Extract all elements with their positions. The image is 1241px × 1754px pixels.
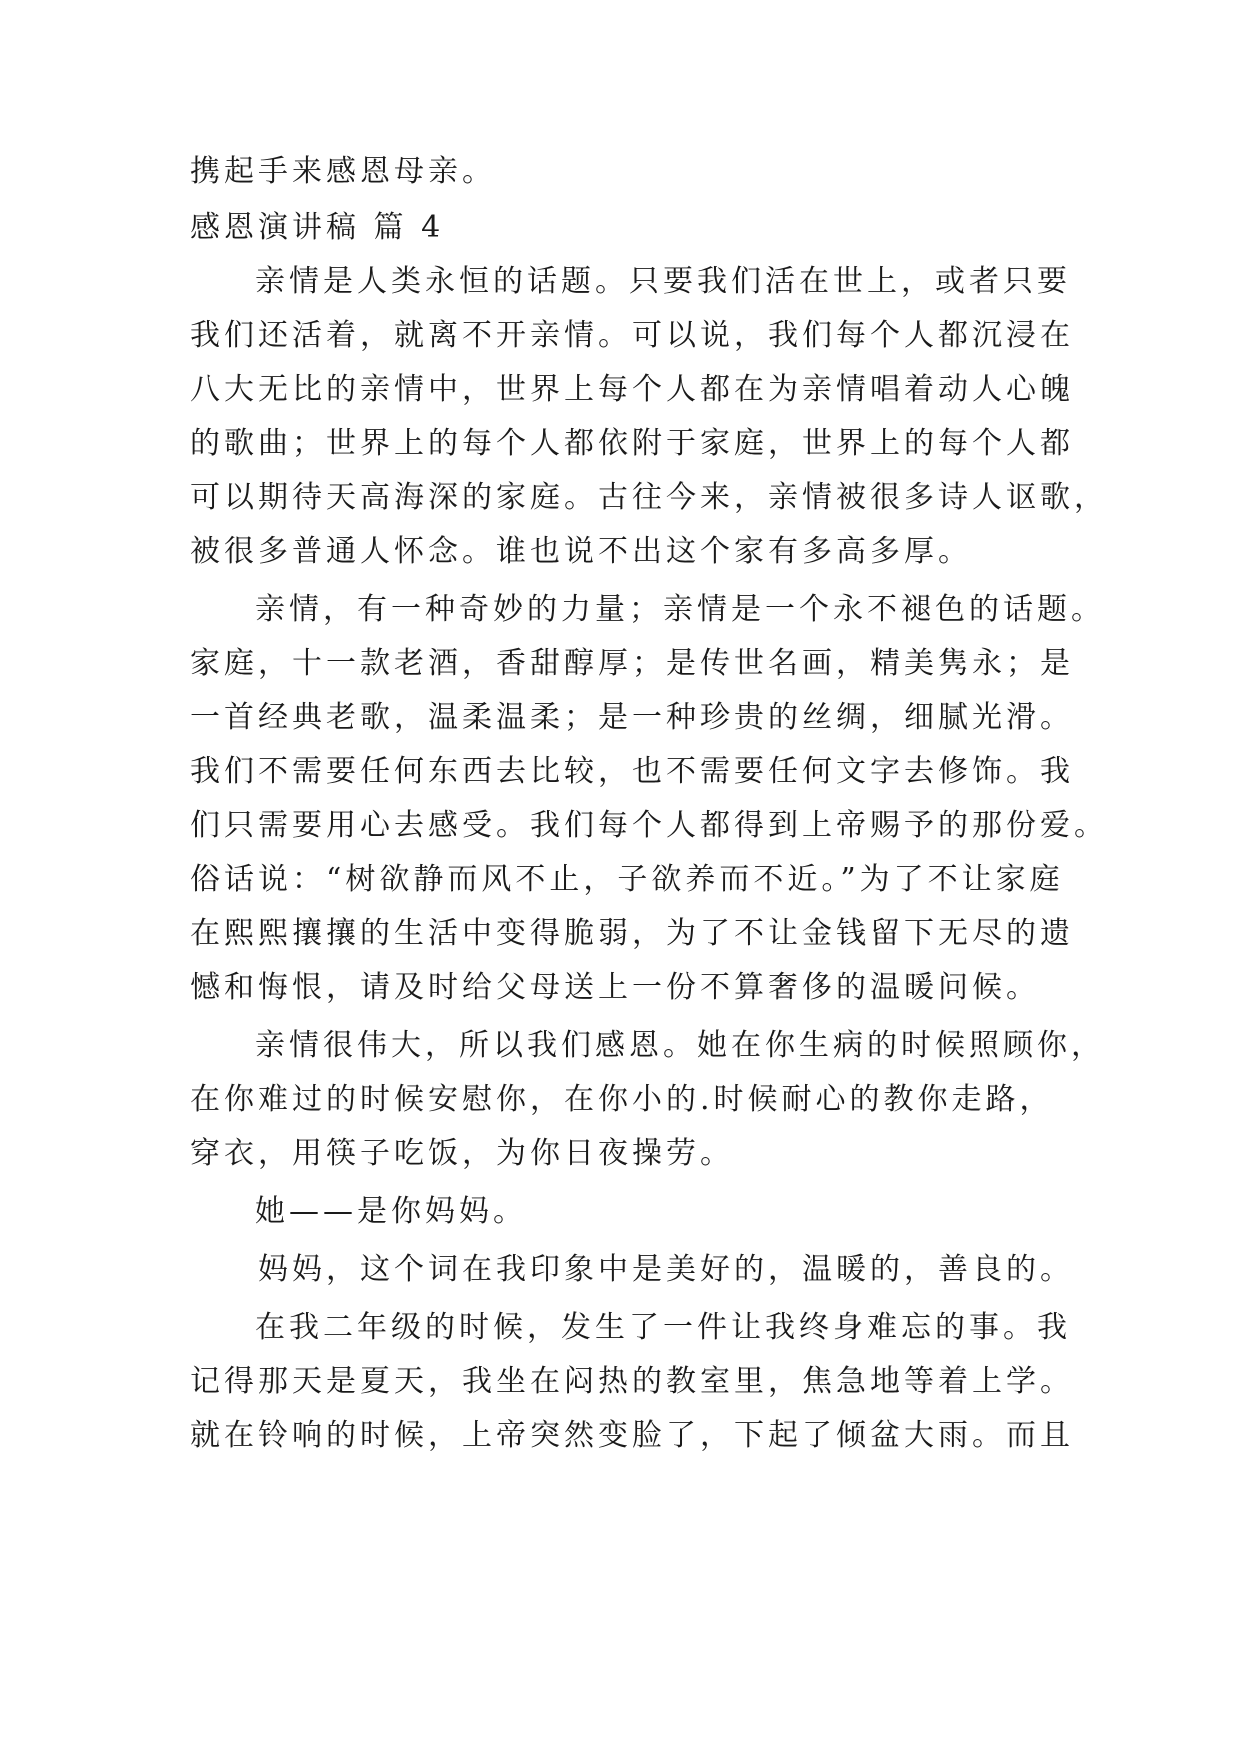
paragraph-line: 亲情是人类永恒的话题。只要我们活在世上，或者只要 — [255, 264, 1071, 299]
paragraph-line: 亲情很伟大，所以我们感恩。她在你生病的时候照顾你， — [255, 1028, 1105, 1063]
paragraph-line: 的歌曲；世界上的每个人都依附于家庭，世界上的每个人都 — [190, 426, 1074, 461]
paragraph-line: 穿衣，用筷子吃饭，为你日夜操劳。 — [190, 1136, 734, 1171]
paragraph-line: 憾和悔恨，请及时给父母送上一份不算奢侈的温暖问候。 — [190, 970, 1040, 1005]
paragraph-line: 携起手来感恩母亲。 — [190, 154, 496, 189]
paragraph-line: 就在铃响的时候，上帝突然变脸了，下起了倾盆大雨。而且 — [190, 1418, 1074, 1453]
paragraph-line: 亲情，有一种奇妙的力量；亲情是一个永不褪色的话题。 — [255, 592, 1105, 627]
paragraph-line: 记得那天是夏天，我坐在闷热的教室里，焦急地等着上学。 — [190, 1364, 1074, 1399]
paragraph-line: 我们不需要任何东西去比较，也不需要任何文字去修饰。我 — [190, 754, 1074, 789]
paragraph-line: 妈妈，这个词在我印象中是美好的，温暖的，善良的。 — [258, 1252, 1074, 1287]
paragraph-line: 俗话说：“树欲静而风不止，子欲养而不近。”为了不让家庭 — [190, 862, 1064, 897]
paragraph-line: 在我二年级的时候，发生了一件让我终身难忘的事。我 — [255, 1310, 1071, 1345]
paragraph-line: 在熙熙攘攘的生活中变得脆弱，为了不让金钱留下无尽的遗 — [190, 916, 1074, 951]
paragraph-line: 八大无比的亲情中，世界上每个人都在为亲情唱着动人心魄 — [190, 372, 1074, 407]
paragraph-line: 可以期待天高海深的家庭。古往今来，亲情被很多诗人讴歌， — [190, 480, 1108, 515]
paragraph-line: 一首经典老歌，温柔温柔；是一种珍贵的丝绸，细腻光滑。 — [190, 700, 1074, 735]
paragraph-line: 她——是你妈妈。 — [255, 1194, 527, 1229]
paragraph-line: 家庭，十一款老酒，香甜醇厚；是传世名画，精美隽永；是 — [190, 646, 1074, 681]
paragraph-line: 们只需要用心去感受。我们每个人都得到上帝赐予的那份爱。 — [190, 808, 1108, 843]
paragraph-line: 被很多普通人怀念。谁也说不出这个家有多高多厚。 — [190, 534, 972, 569]
paragraph-line: 我们还活着，就离不开亲情。可以说，我们每个人都沉浸在 — [190, 318, 1074, 353]
paragraph-line: 在你难过的时候安慰你，在你小的.时候耐心的教你走路， — [190, 1082, 1054, 1117]
section-heading: 感恩演讲稿 篇 4 — [190, 210, 445, 245]
